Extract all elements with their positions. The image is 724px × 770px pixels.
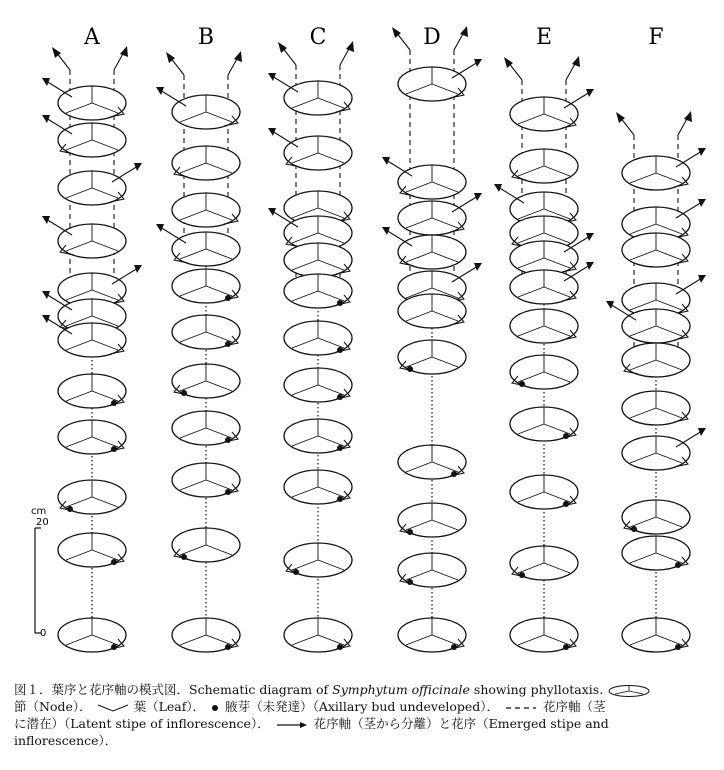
node bbox=[172, 463, 240, 497]
axillary-bud-dot bbox=[225, 489, 231, 495]
axillary-bud-dot bbox=[225, 644, 231, 650]
axillary-bud-dot bbox=[111, 559, 117, 565]
node bbox=[172, 364, 240, 398]
node bbox=[284, 470, 352, 504]
caption-line-2 bbox=[14, 698, 716, 715]
scale-bar bbox=[31, 506, 49, 639]
emerged-stipe-arrow bbox=[112, 163, 142, 182]
diagram-columns bbox=[42, 25, 706, 652]
emerged-stipe-arrow bbox=[156, 224, 186, 243]
column-a bbox=[42, 25, 142, 652]
column-f bbox=[606, 25, 706, 652]
node bbox=[284, 321, 352, 355]
leaf-symbol-icon bbox=[96, 702, 130, 714]
axillary-bud-dot bbox=[451, 471, 457, 477]
node bbox=[622, 536, 690, 570]
node bbox=[398, 59, 482, 101]
emerged-stipe-arrow bbox=[564, 89, 594, 108]
axillary-bud-dot bbox=[451, 644, 457, 650]
emerged-stipe-arrow bbox=[278, 42, 296, 65]
axillary-bud-dot bbox=[407, 579, 413, 585]
axillary-bud-dot bbox=[225, 295, 231, 301]
emerged-stipe-arrow bbox=[340, 41, 354, 65]
emerged-stipe-arrow bbox=[452, 59, 482, 78]
node bbox=[398, 294, 466, 328]
node bbox=[172, 618, 240, 652]
axillary-bud-dot bbox=[181, 390, 187, 396]
node bbox=[510, 309, 578, 343]
axillary-bud-dot bbox=[407, 529, 413, 535]
axillary-bud-dot bbox=[225, 437, 231, 443]
legend-leaf: 葉（Leaf）． bbox=[133, 699, 206, 714]
node bbox=[42, 78, 126, 120]
emerged-stipe-arrow bbox=[452, 263, 482, 282]
node-symbol-icon bbox=[607, 684, 651, 698]
column-label: B bbox=[197, 25, 215, 50]
column-label: A bbox=[84, 25, 100, 50]
node bbox=[510, 546, 578, 580]
node bbox=[172, 193, 240, 227]
axillary-bud-dot bbox=[337, 394, 343, 400]
node bbox=[398, 503, 466, 537]
node bbox=[622, 233, 690, 267]
node bbox=[398, 193, 482, 235]
node bbox=[398, 340, 466, 374]
legend-latent-end: に潜在）（Latent stipe of inflorescence）． bbox=[14, 716, 270, 731]
axillary-bud-dot bbox=[519, 572, 525, 578]
node bbox=[172, 269, 240, 303]
emerged-stipe-arrow bbox=[228, 51, 242, 75]
dashed-line-icon bbox=[503, 703, 539, 713]
emerged-stipe-arrow bbox=[676, 148, 706, 167]
node bbox=[622, 391, 690, 425]
node bbox=[268, 73, 352, 115]
node bbox=[42, 216, 126, 258]
emerged-stipe-arrow bbox=[452, 193, 482, 212]
emerged-stipe-arrow bbox=[114, 46, 128, 70]
column-d bbox=[382, 25, 482, 652]
node bbox=[172, 528, 240, 562]
node bbox=[510, 355, 578, 389]
figure-caption bbox=[14, 681, 716, 749]
node bbox=[284, 543, 352, 577]
node bbox=[510, 149, 578, 183]
emerged-stipe-arrow bbox=[676, 428, 706, 447]
node bbox=[284, 419, 352, 453]
node bbox=[622, 428, 706, 470]
caption-species: Symphytum officinale bbox=[332, 682, 470, 697]
legend-latent-start: 花序軸（茎 bbox=[543, 699, 606, 714]
axillary-bud-dot bbox=[337, 347, 343, 353]
axillary-bud-dot bbox=[337, 496, 343, 502]
node bbox=[42, 115, 126, 157]
emerged-stipe-arrow bbox=[156, 87, 186, 106]
node bbox=[284, 618, 352, 652]
node bbox=[268, 128, 352, 170]
node bbox=[156, 224, 240, 266]
axillary-bud-dot bbox=[293, 569, 299, 575]
node bbox=[284, 243, 352, 277]
node bbox=[622, 618, 690, 652]
scale-unit: cm bbox=[31, 506, 47, 517]
emerged-stipe-arrow bbox=[42, 115, 72, 134]
legend-emerged-end: inflorescence）． bbox=[14, 733, 118, 748]
axillary-bud-dot bbox=[111, 400, 117, 406]
emerged-stipe-arrow bbox=[268, 73, 298, 92]
node bbox=[622, 343, 690, 377]
axillary-bud-dot bbox=[675, 644, 681, 650]
node bbox=[284, 274, 352, 308]
axillary-bud-dot bbox=[181, 554, 187, 560]
node bbox=[58, 618, 126, 652]
axillary-bud-dot bbox=[519, 381, 525, 387]
axillary-bud-dot bbox=[337, 445, 343, 451]
node bbox=[58, 374, 126, 408]
emerged-stipe-arrow bbox=[566, 56, 580, 80]
node bbox=[172, 315, 240, 349]
axillary-bud-dot bbox=[407, 366, 413, 372]
emerged-stipe-arrow bbox=[676, 275, 706, 294]
legend-node: 節（Node）． bbox=[14, 699, 92, 714]
node bbox=[284, 368, 352, 402]
axillary-bud-dot bbox=[111, 644, 117, 650]
node bbox=[622, 500, 690, 534]
caption-suffix: showing phyllotaxis. bbox=[469, 682, 604, 697]
node bbox=[510, 618, 578, 652]
emerged-stipe-arrow bbox=[454, 26, 468, 50]
node bbox=[622, 148, 706, 190]
axillary-bud-dot bbox=[337, 644, 343, 650]
caption-line-4 bbox=[14, 732, 716, 749]
emerged-stipe-arrow bbox=[504, 57, 522, 80]
axillary-bud-dot bbox=[563, 433, 569, 439]
emerged-stipe-arrow bbox=[52, 47, 70, 70]
emerged-stipe-arrow bbox=[678, 111, 692, 135]
node bbox=[58, 420, 126, 454]
caption-line-3 bbox=[14, 715, 716, 732]
node bbox=[172, 411, 240, 445]
axillary-bud-dot bbox=[631, 526, 637, 532]
node bbox=[58, 533, 126, 567]
caption-prefix: 図１．葉序と花序軸の模式図．Schematic diagram of bbox=[14, 682, 333, 697]
emerged-stipe-arrow bbox=[112, 265, 142, 284]
column-label: F bbox=[648, 25, 664, 50]
emerged-stipe-arrow bbox=[392, 27, 410, 50]
column-label: C bbox=[309, 25, 327, 50]
axillary-bud-dot bbox=[67, 506, 73, 512]
column-label: E bbox=[535, 25, 553, 50]
emerged-stipe-arrow bbox=[676, 199, 706, 218]
node bbox=[398, 445, 466, 479]
column-e bbox=[494, 25, 594, 652]
emerged-stipe-arrow bbox=[42, 216, 72, 235]
scale-top-label: 20 bbox=[36, 517, 49, 528]
axillary-bud-dot bbox=[675, 562, 681, 568]
emerged-stipe-arrow bbox=[268, 128, 298, 147]
node bbox=[398, 618, 466, 652]
emerged-stipe-arrow bbox=[382, 157, 412, 176]
node bbox=[510, 407, 578, 441]
node bbox=[58, 163, 142, 205]
node bbox=[510, 89, 594, 131]
column-label: D bbox=[423, 25, 441, 50]
node bbox=[156, 87, 240, 129]
column-c bbox=[268, 25, 354, 652]
legend-emerged-start: 花序軸（茎から分離）と花序（Emerged stipe and bbox=[313, 716, 609, 731]
axillary-bud-dot bbox=[563, 501, 569, 507]
node bbox=[58, 480, 126, 514]
emerged-stipe-arrow bbox=[616, 112, 634, 135]
emerged-stipe-arrow bbox=[494, 184, 524, 203]
node bbox=[510, 475, 578, 509]
node bbox=[172, 146, 240, 180]
bud-dot-icon bbox=[209, 702, 221, 714]
axillary-bud-dot bbox=[563, 644, 569, 650]
node bbox=[398, 553, 466, 587]
axillary-bud-dot bbox=[225, 341, 231, 347]
scale-bottom-label: 0 bbox=[40, 628, 47, 639]
axillary-bud-dot bbox=[111, 446, 117, 452]
legend-bud: 腋芽（未発達）（Axillary bud undeveloped）． bbox=[225, 699, 500, 714]
node bbox=[382, 157, 466, 199]
caption-line-1 bbox=[14, 681, 716, 698]
axillary-bud-dot bbox=[337, 300, 343, 306]
emerged-stipe-arrow bbox=[42, 78, 72, 97]
emerged-stipe-arrow bbox=[166, 52, 184, 75]
arrow-icon bbox=[274, 720, 310, 730]
column-b bbox=[156, 25, 242, 652]
